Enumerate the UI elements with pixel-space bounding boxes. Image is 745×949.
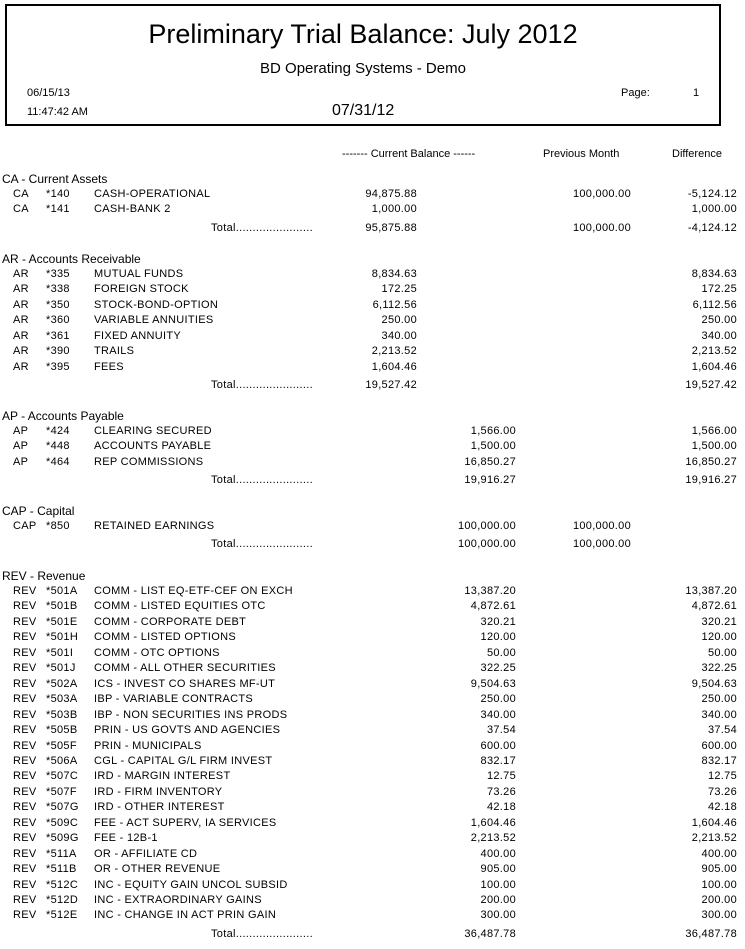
report-date: 07/31/12	[332, 102, 395, 119]
previous-month: 100,000.00	[572, 188, 631, 200]
account-type: REV	[13, 754, 37, 767]
account-row	[0, 268, 745, 283]
difference: 12.75	[707, 770, 737, 783]
account-description: CGL - CAPITAL G/L FIRM INVEST	[94, 754, 273, 767]
print-date: 06/15/13	[27, 87, 70, 99]
account-row	[0, 188, 745, 203]
current-balance: 250.00	[381, 314, 417, 327]
account-row	[0, 801, 745, 816]
difference: 2,213.52	[691, 832, 737, 845]
current-balance: 100.00	[480, 878, 516, 891]
account-row	[0, 693, 745, 708]
account-description: COMM - LISTED EQUITIES OTC	[94, 600, 266, 613]
current-balance: 1,604.46	[371, 360, 417, 373]
company-name: BD Operating Systems - Demo	[260, 60, 466, 77]
account-type: AR	[13, 298, 29, 311]
account-description: COMM - ALL OTHER SECURITIES	[94, 662, 276, 675]
total-current-balance: 95,875.88	[365, 221, 417, 234]
previous-month: 100,000.00	[572, 520, 631, 532]
account-description: CLEARING SECURED	[94, 425, 212, 437]
current-balance: 320.21	[480, 615, 516, 628]
difference: 42.18	[707, 801, 737, 814]
account-number: *140	[46, 188, 70, 200]
account-description: FIXED ANNUITY	[94, 329, 182, 342]
account-description: CASH-OPERATIONAL	[94, 188, 211, 200]
account-row	[0, 647, 745, 662]
difference: 200.00	[701, 894, 737, 906]
account-number: *512C	[46, 878, 79, 891]
section-title: REV - Revenue	[2, 569, 86, 583]
difference: -5,124.12	[687, 188, 737, 200]
account-number: *507F	[46, 785, 77, 798]
difference: 8,834.63	[691, 268, 737, 280]
current-balance: 300.00	[480, 909, 516, 922]
account-description: IBP - VARIABLE CONTRACTS	[94, 693, 253, 706]
account-number: *361	[46, 329, 70, 342]
account-number: *335	[46, 268, 70, 280]
account-description: RETAINED EARNINGS	[94, 520, 215, 532]
total-difference: 19,527.42	[685, 379, 737, 392]
print-time: 11:47:42 AM	[27, 106, 88, 118]
current-balance: 12.75	[486, 770, 516, 783]
account-row	[0, 616, 745, 631]
current-balance: 73.26	[486, 785, 516, 798]
account-row	[0, 863, 745, 878]
account-description: COMM - LISTED OPTIONS	[94, 631, 236, 644]
account-description: COMM - OTC OPTIONS	[94, 646, 220, 659]
account-number: *505B	[46, 724, 78, 737]
account-description: IBP - NON SECURITIES INS PRODS	[94, 708, 288, 721]
account-description: COMM - LIST EQ-ETF-CEF ON EXCH	[94, 585, 293, 597]
account-type: AR	[13, 314, 29, 327]
account-row	[0, 817, 745, 832]
difference: 1,566.00	[691, 425, 737, 437]
total-label: Total.......................	[211, 221, 313, 234]
current-balance: 2,213.52	[470, 832, 516, 845]
current-balance: 250.00	[480, 693, 516, 706]
account-row	[0, 425, 745, 440]
total-current-balance: 100,000.00	[457, 538, 516, 551]
difference: 73.26	[707, 785, 737, 798]
current-balance-header: ------- Current Balance ------	[342, 148, 476, 160]
account-type: REV	[13, 600, 37, 613]
report-title: Preliminary Trial Balance: July 2012	[148, 19, 578, 49]
account-type: AR	[13, 268, 29, 280]
current-balance: 1,604.46	[470, 816, 516, 829]
difference: 1,604.46	[691, 816, 737, 829]
difference: 9,504.63	[691, 677, 737, 690]
total-label: Total.......................	[211, 538, 313, 551]
account-number: *512E	[46, 909, 78, 922]
account-row	[0, 361, 745, 376]
account-row	[0, 631, 745, 646]
account-type: REV	[13, 832, 37, 845]
account-description: INC - CHANGE IN ACT PRIN GAIN	[94, 909, 277, 922]
account-description: IRD - FIRM INVENTORY	[94, 785, 223, 798]
difference: 6,112.56	[692, 298, 737, 311]
total-row	[0, 474, 745, 489]
current-balance: 200.00	[480, 894, 516, 906]
account-type: AP	[13, 440, 29, 453]
account-number: *511B	[46, 863, 77, 876]
account-type: AR	[13, 360, 29, 373]
account-type: REV	[13, 631, 37, 644]
account-row	[0, 600, 745, 615]
account-number: *509G	[46, 832, 79, 845]
account-number: *511A	[46, 847, 77, 860]
account-description: PRIN - US GOVTS AND AGENCIES	[94, 724, 281, 737]
difference: 340.00	[701, 329, 737, 342]
current-balance: 8,834.63	[371, 268, 417, 280]
account-type: REV	[13, 847, 37, 860]
total-previous-month: 100,000.00	[572, 221, 631, 234]
current-balance: 1,566.00	[470, 425, 516, 437]
total-row	[0, 222, 745, 237]
account-number: *502A	[46, 677, 78, 690]
account-number: *501J	[46, 662, 76, 675]
account-description: REP COMMISSIONS	[94, 455, 204, 468]
account-number: *424	[46, 425, 70, 437]
account-type: REV	[13, 615, 37, 628]
account-type: CAP	[13, 520, 37, 532]
account-row	[0, 678, 745, 693]
page-number: 1	[693, 87, 700, 99]
account-description: FOREIGN STOCK	[94, 283, 189, 296]
total-current-balance: 36,487.78	[464, 927, 516, 940]
account-number: *506A	[46, 754, 78, 767]
total-row	[0, 928, 745, 943]
account-number: *501H	[46, 631, 79, 644]
account-number: *395	[46, 360, 70, 373]
difference: 600.00	[701, 739, 737, 752]
current-balance: 94,875.88	[365, 188, 417, 200]
section-title: AP - Accounts Payable	[2, 409, 124, 423]
total-difference: 36,487.78	[685, 927, 737, 940]
account-number: *338	[46, 283, 70, 296]
account-row	[0, 330, 745, 345]
account-row	[0, 786, 745, 801]
current-balance: 340.00	[381, 329, 417, 342]
difference: 250.00	[701, 314, 737, 327]
account-description: OR - AFFILIATE CD	[94, 847, 198, 860]
account-row	[0, 283, 745, 298]
account-description: ICS - INVEST CO SHARES MF-UT	[94, 677, 276, 690]
account-description: PRIN - MUNICIPALS	[94, 739, 202, 752]
total-label: Total.......................	[211, 379, 313, 392]
current-balance: 50.00	[486, 646, 516, 659]
account-number: *503B	[46, 708, 78, 721]
account-type: REV	[13, 708, 37, 721]
account-row	[0, 345, 745, 360]
difference: 13,387.20	[685, 585, 737, 597]
account-row	[0, 848, 745, 863]
account-type: REV	[13, 693, 37, 706]
account-row	[0, 724, 745, 739]
account-number: *512D	[46, 894, 79, 906]
account-type: CA	[13, 188, 29, 200]
account-row	[0, 755, 745, 770]
account-number: *501E	[46, 615, 78, 628]
account-description: CASH-BANK 2	[94, 203, 171, 216]
total-row	[0, 379, 745, 394]
account-description: STOCK-BOND-OPTION	[94, 298, 219, 311]
account-type: REV	[13, 646, 37, 659]
difference: 172.25	[701, 283, 737, 296]
section-title: CAP - Capital	[2, 504, 75, 518]
current-balance: 905.00	[480, 863, 516, 876]
account-row	[0, 770, 745, 785]
account-row	[0, 709, 745, 724]
current-balance: 4,872.61	[470, 600, 516, 613]
section-title: AR - Accounts Receivable	[2, 252, 141, 266]
account-description: INC - EXTRAORDINARY GAINS	[94, 894, 262, 906]
account-description: FEE - ACT SUPERV, IA SERVICES	[94, 816, 277, 829]
account-type: REV	[13, 816, 37, 829]
account-number: *350	[46, 298, 70, 311]
current-balance: 340.00	[480, 708, 516, 721]
account-type: REV	[13, 909, 37, 922]
current-balance: 1,000.00	[371, 203, 417, 216]
account-type: REV	[13, 677, 37, 690]
account-number: *464	[46, 455, 70, 468]
difference: 100.00	[701, 878, 737, 891]
account-description: FEES	[94, 360, 124, 373]
difference: 50.00	[707, 646, 737, 659]
current-balance: 120.00	[480, 631, 516, 644]
section-title: CA - Current Assets	[2, 172, 108, 186]
difference: 1,000.00	[691, 203, 737, 216]
account-type: AR	[13, 345, 29, 358]
difference: 400.00	[701, 847, 737, 860]
total-difference: 19,916.27	[685, 474, 737, 487]
difference-header: Difference	[672, 148, 722, 160]
report-header-box	[5, 4, 721, 126]
account-type: REV	[13, 662, 37, 675]
difference: 1,500.00	[691, 440, 737, 453]
account-type: AP	[13, 425, 29, 437]
account-number: *390	[46, 345, 70, 358]
account-number: *507G	[46, 801, 79, 814]
account-description: IRD - OTHER INTEREST	[94, 801, 225, 814]
account-row	[0, 894, 745, 909]
account-description: TRAILS	[94, 345, 135, 358]
current-balance: 172.25	[381, 283, 417, 296]
total-current-balance: 19,916.27	[464, 474, 516, 487]
account-type: AR	[13, 329, 29, 342]
current-balance: 100,000.00	[457, 520, 516, 532]
account-description: FEE - 12B-1	[94, 832, 158, 845]
account-row	[0, 662, 745, 677]
difference: 320.21	[701, 615, 737, 628]
total-previous-month: 100,000.00	[572, 538, 631, 551]
total-row	[0, 538, 745, 553]
account-number: *509C	[46, 816, 79, 829]
account-number: *850	[46, 520, 70, 532]
account-number: *505F	[46, 739, 77, 752]
total-difference: -4,124.12	[687, 221, 737, 234]
account-row	[0, 909, 745, 924]
difference: 1,604.46	[691, 360, 737, 373]
current-balance: 37.54	[486, 724, 516, 737]
account-type: AP	[13, 455, 29, 468]
account-number: *448	[46, 440, 70, 453]
account-type: AR	[13, 283, 29, 296]
account-number: *501A	[46, 585, 78, 597]
account-row	[0, 299, 745, 314]
current-balance: 2,213.52	[371, 345, 417, 358]
current-balance: 832.17	[480, 754, 516, 767]
page-label: Page:	[621, 87, 650, 99]
account-description: COMM - CORPORATE DEBT	[94, 615, 247, 628]
previous-month-header: Previous Month	[543, 148, 620, 160]
difference: 832.17	[701, 754, 737, 767]
account-row	[0, 314, 745, 329]
difference: 250.00	[701, 693, 737, 706]
account-row	[0, 832, 745, 847]
account-number: *141	[46, 203, 70, 216]
difference: 322.25	[701, 662, 737, 675]
account-description: INC - EQUITY GAIN UNCOL SUBSID	[94, 878, 288, 891]
account-type: REV	[13, 878, 37, 891]
account-row	[0, 879, 745, 894]
account-number: *507C	[46, 770, 79, 783]
current-balance: 600.00	[480, 739, 516, 752]
difference: 16,850.27	[685, 455, 737, 468]
account-type: REV	[13, 739, 37, 752]
account-number: *360	[46, 314, 70, 327]
account-description: OR - OTHER REVENUE	[94, 863, 221, 876]
account-type: REV	[13, 863, 37, 876]
account-type: REV	[13, 801, 37, 814]
current-balance: 42.18	[486, 801, 516, 814]
current-balance: 9,504.63	[470, 677, 516, 690]
difference: 4,872.61	[691, 600, 737, 613]
difference: 2,213.52	[691, 345, 737, 358]
account-description: IRD - MARGIN INTEREST	[94, 770, 231, 783]
account-number: *501B	[46, 600, 78, 613]
account-row	[0, 440, 745, 455]
total-current-balance: 19,527.42	[365, 379, 417, 392]
current-balance: 400.00	[480, 847, 516, 860]
current-balance: 13,387.20	[464, 585, 516, 597]
account-description: ACCOUNTS PAYABLE	[94, 440, 212, 453]
total-label: Total.......................	[211, 474, 313, 487]
account-description: VARIABLE ANNUITIES	[94, 314, 214, 327]
account-row	[0, 585, 745, 600]
account-row	[0, 520, 745, 535]
account-type: CA	[13, 203, 29, 216]
difference: 37.54	[707, 724, 737, 737]
difference: 340.00	[701, 708, 737, 721]
account-row	[0, 740, 745, 755]
account-row	[0, 456, 745, 471]
account-type: REV	[13, 894, 37, 906]
difference: 120.00	[701, 631, 737, 644]
account-number: *501I	[46, 646, 74, 659]
total-label: Total.......................	[211, 927, 313, 940]
account-type: REV	[13, 585, 37, 597]
account-number: *503A	[46, 693, 78, 706]
current-balance: 6,112.56	[372, 298, 417, 311]
current-balance: 322.25	[480, 662, 516, 675]
account-type: REV	[13, 785, 37, 798]
account-row	[0, 203, 745, 218]
current-balance: 1,500.00	[470, 440, 516, 453]
account-type: REV	[13, 770, 37, 783]
account-description: MUTUAL FUNDS	[94, 268, 184, 280]
difference: 905.00	[701, 863, 737, 876]
account-type: REV	[13, 724, 37, 737]
difference: 300.00	[701, 909, 737, 922]
current-balance: 16,850.27	[464, 455, 516, 468]
